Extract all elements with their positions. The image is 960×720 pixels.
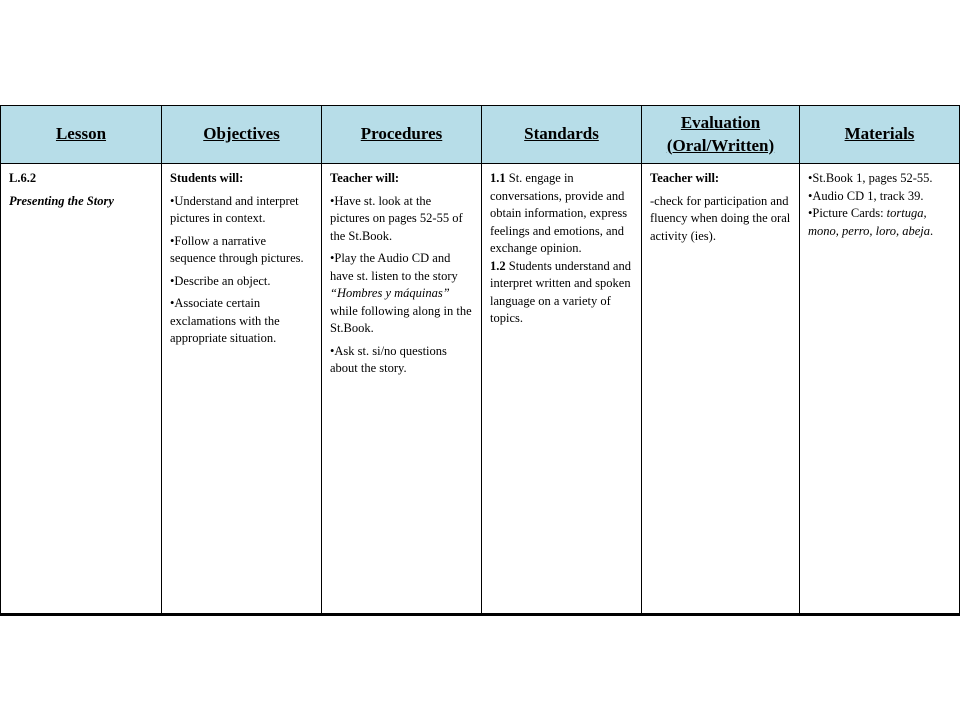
objective-item: •Follow a narrative sequence through pictures. <box>170 233 304 265</box>
header-materials: Materials <box>800 106 960 164</box>
standards-cell <box>482 164 642 615</box>
procedures-intro: Teacher will: <box>330 171 400 185</box>
header-lesson: Lesson <box>1 106 162 164</box>
standard-number: 1.1 <box>490 171 506 185</box>
objective-item: •Understand and interpret pictures in context. <box>170 193 299 225</box>
materials-cell <box>800 164 960 615</box>
standard-item <box>490 170 633 258</box>
standard-text: Students understand and interpret written and spoken language on a variety of topics. <box>490 258 631 325</box>
procedure-item <box>330 250 473 338</box>
header-standards: Standards <box>482 106 642 164</box>
evaluation-cell <box>642 164 800 615</box>
objective-item: •Associate certain exclamations with the appropriate situation. <box>170 296 280 345</box>
lesson-plan-table <box>0 105 960 616</box>
lesson-title: Presenting the Story <box>9 193 114 208</box>
picture-card-words: tortuga, mono, perro, loro, abeja <box>808 206 930 238</box>
material-item-text: •Picture Cards: <box>808 206 887 220</box>
procedure-item-text: while following along in the St.Book. <box>330 303 472 335</box>
standard-text: St. engage in conversations, provide and obtain information, express feelings and emotions, and exchange opinion. <box>490 171 628 255</box>
objectives-cell <box>162 164 322 615</box>
evaluation-text: -check for participation and fluency when doing the oral activity (ies). <box>650 193 791 243</box>
evaluation-intro: Teacher will: <box>650 171 720 185</box>
material-item: •Audio CD 1, track 39. <box>808 188 924 203</box>
material-item <box>808 205 951 240</box>
procedures-cell <box>322 164 482 615</box>
header-evaluation: Evaluation (Oral/Written) <box>642 106 800 164</box>
story-title: “Hombres y máquinas” <box>330 286 450 300</box>
standard-item <box>490 258 633 328</box>
standard-number: 1.2 <box>490 258 506 273</box>
header-objectives: Objectives <box>162 106 322 164</box>
procedure-item-text: •Play the Audio CD and have st. listen to the story <box>330 251 458 283</box>
lesson-code: L.6.2 <box>9 171 37 185</box>
material-item: •St.Book 1, pages 52-55. <box>808 171 933 185</box>
header-row <box>1 106 960 164</box>
objectives-intro: Students will: <box>170 171 244 185</box>
procedure-item: •Have st. look at the pictures on pages 52-55 of the St.Book. <box>330 193 463 243</box>
material-item-text: . <box>930 223 934 238</box>
lesson-cell <box>1 164 162 615</box>
lesson-row <box>1 164 960 615</box>
procedure-item: •Ask st. si/no questions about the story. <box>330 343 447 375</box>
objective-item: •Describe an object. <box>170 273 271 288</box>
header-procedures: Procedures <box>322 106 482 164</box>
